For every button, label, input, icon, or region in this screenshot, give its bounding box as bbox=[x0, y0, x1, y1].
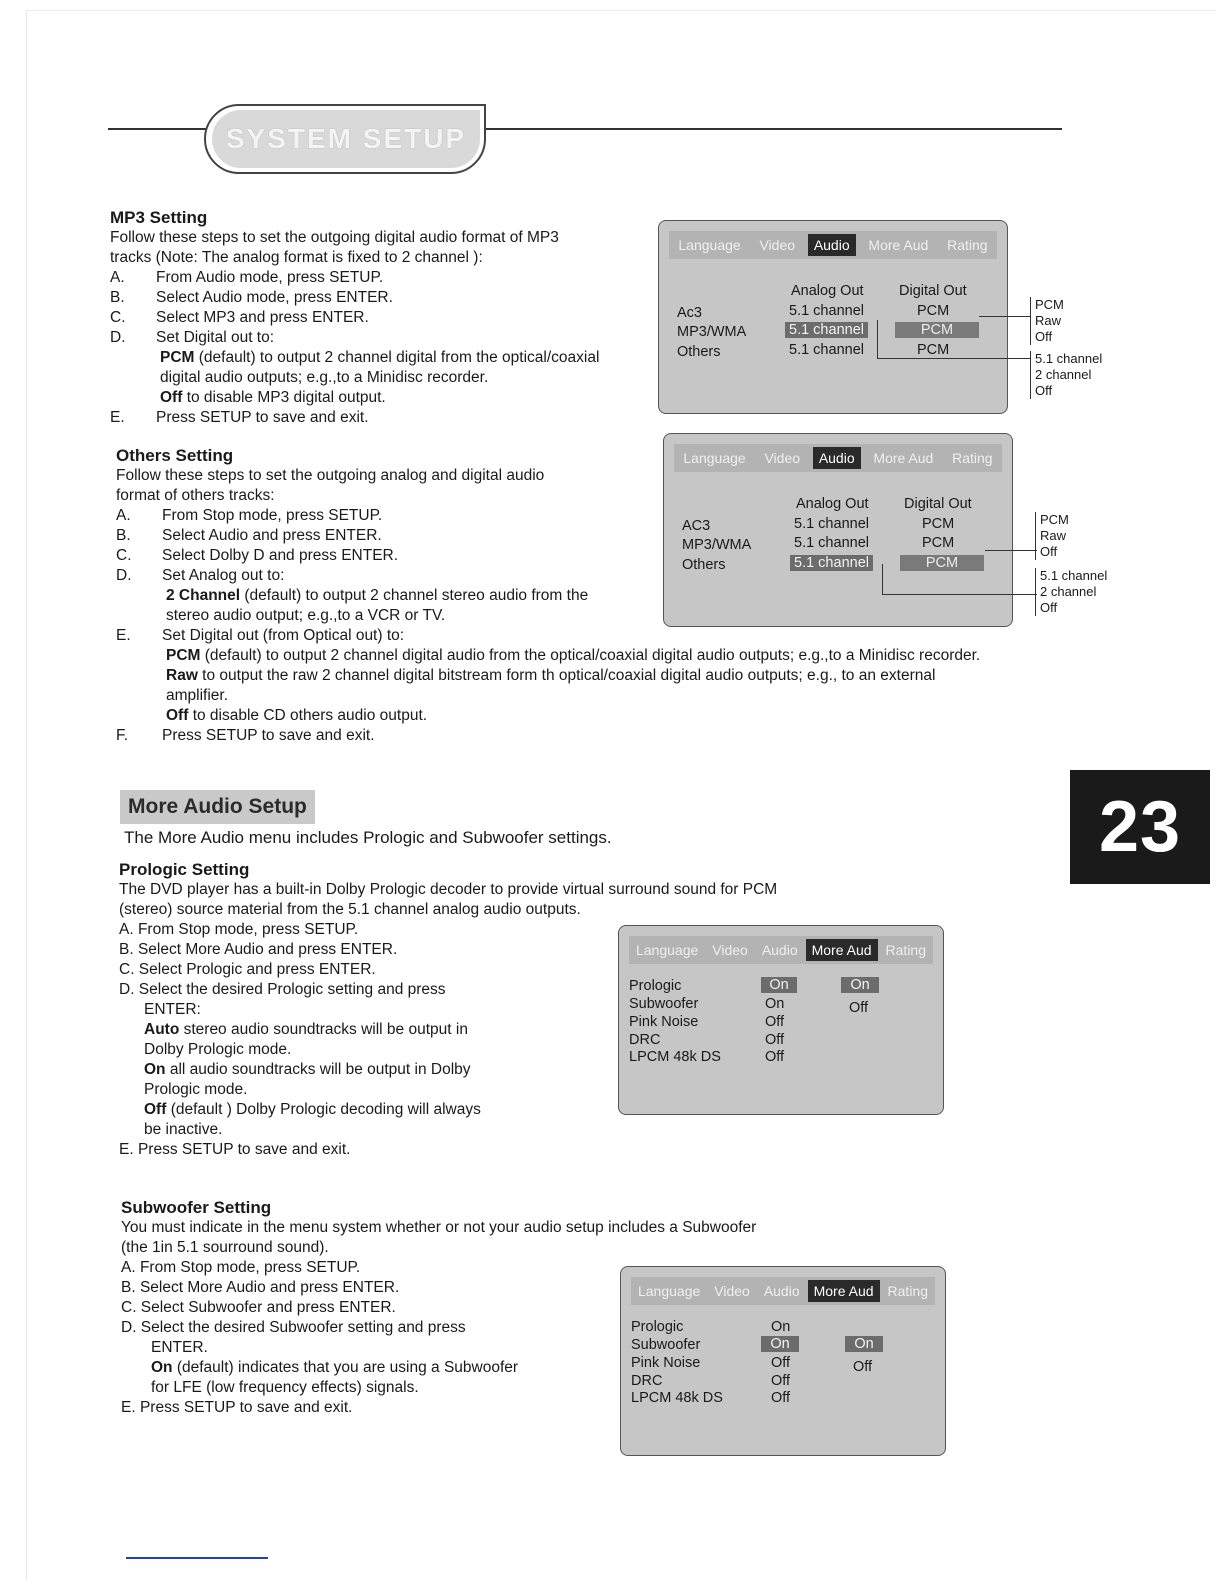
prologic-step-e: E. Press SETUP to save and exit. bbox=[119, 1141, 351, 1158]
osd-tab-bar bbox=[669, 231, 997, 259]
subwoofer-heading: Subwoofer Setting bbox=[121, 1198, 272, 1217]
osd-row-digital-selected: PCM bbox=[895, 322, 979, 338]
page-title: SYSTEM SETUP bbox=[225, 123, 467, 154]
subwoofer-intro-2: (the 1in 5.1 sourround sound). bbox=[121, 1239, 329, 1256]
mp3-pcm-option-cont: digital audio outputs; e.g.,to a Minidisc recorder. bbox=[160, 369, 489, 386]
prologic-enter: ENTER: bbox=[144, 1001, 201, 1018]
others-step-a: A. From Stop mode, press SETUP. bbox=[116, 507, 383, 524]
osd-option-selected: On bbox=[845, 1336, 883, 1352]
mp3-intro-1: Follow these steps to set the outgoing digital audio format of MP3 bbox=[110, 229, 559, 246]
prologic-step-c: C. Select Prologic and press ENTER. bbox=[119, 961, 376, 978]
digital-options-list bbox=[1030, 297, 1064, 345]
footer-rule bbox=[126, 1557, 268, 1559]
prologic-step-b: B. Select More Audio and press ENTER. bbox=[119, 941, 398, 958]
prologic-on-option: On all audio soundtracks will be output in Dolby bbox=[144, 1061, 471, 1078]
more-audio-banner: More Audio Setup bbox=[120, 790, 315, 824]
osd-row-label: Pink Noise bbox=[629, 1014, 699, 1030]
option-5-1-channel: 5.1 channel bbox=[1040, 568, 1108, 583]
osd-row-value: Off bbox=[765, 1049, 785, 1065]
connector-line bbox=[877, 320, 878, 358]
connector-line bbox=[877, 358, 1031, 359]
page-number: 23 bbox=[1098, 787, 1182, 867]
analog-options-list bbox=[1030, 351, 1102, 399]
option-5-1-channel: 5.1 channel bbox=[1035, 351, 1103, 366]
option-raw: Raw bbox=[1040, 528, 1067, 543]
osd-row-label: DRC bbox=[631, 1373, 663, 1389]
osd-row-value: Off bbox=[771, 1390, 791, 1406]
osd-col-digital: Digital Out bbox=[904, 496, 972, 512]
option-2-channel: 2 channel bbox=[1035, 367, 1092, 382]
connector-line bbox=[979, 316, 1031, 317]
mp3-off-option: Off to disable MP3 digital output. bbox=[160, 389, 386, 406]
prologic-step-d: D. Select the desired Prologic setting and press bbox=[119, 981, 446, 998]
others-step-d: D. Set Analog out to: bbox=[116, 567, 285, 584]
osd-option: Off bbox=[849, 1000, 869, 1016]
osd-tab-video: Video bbox=[764, 450, 801, 466]
connector-line bbox=[985, 550, 1037, 551]
osd-tab-audio: Audio bbox=[808, 234, 856, 256]
osd-row-analog: 5.1 channel bbox=[789, 342, 864, 358]
header-rule-left bbox=[108, 128, 208, 130]
osd-row-label: Subwoofer bbox=[631, 1337, 701, 1353]
subwoofer-enter: ENTER. bbox=[151, 1339, 208, 1356]
subwoofer-step-e: E. Press SETUP to save and exit. bbox=[121, 1399, 353, 1416]
prologic-auto-option: Auto stereo audio soundtracks will be output in bbox=[144, 1021, 468, 1038]
others-intro-2: format of others tracks: bbox=[116, 487, 275, 504]
osd-row-digital: PCM bbox=[922, 516, 955, 532]
osd-audio-mp3 bbox=[658, 220, 1008, 414]
subwoofer-step-a: A. From Stop mode, press SETUP. bbox=[121, 1259, 361, 1276]
option-off: Off bbox=[1040, 600, 1058, 615]
osd-row-label: MP3/WMA bbox=[682, 537, 752, 553]
connector-line bbox=[882, 564, 883, 594]
mp3-setting-section bbox=[110, 208, 670, 428]
mp3-step-b: B. Select Audio mode, press ENTER. bbox=[110, 289, 393, 306]
prologic-on-option-cont: Prologic mode. bbox=[144, 1081, 248, 1098]
digital-options-list bbox=[1035, 512, 1069, 560]
osd-tab-bar bbox=[674, 444, 1002, 472]
others-step-c: C. Select Dolby D and press ENTER. bbox=[116, 547, 399, 564]
subwoofer-on-option: On (default) indicates that you are using a Subwoofer bbox=[151, 1359, 519, 1376]
others-step-f: F. Press SETUP to save and exit. bbox=[116, 727, 375, 744]
osd-tab-rating: Rating bbox=[947, 237, 988, 253]
osd-tab-audio: Audio bbox=[813, 447, 861, 469]
others-2ch-option-cont: stereo audio output; e.g.,to a VCR or TV. bbox=[166, 607, 446, 624]
osd-row-digital-selected: PCM bbox=[900, 555, 984, 571]
subwoofer-on-option-cont: for LFE (low frequency effects) signals. bbox=[151, 1379, 419, 1396]
osd-tab-bar bbox=[629, 936, 933, 964]
osd-row-label: LPCM 48k DS bbox=[631, 1390, 723, 1406]
osd-row-value: Off bbox=[765, 1014, 785, 1030]
osd-tab-more-aud: More Aud bbox=[808, 1280, 880, 1302]
option-raw: Raw bbox=[1035, 313, 1062, 328]
others-off-option: Off to disable CD others audio output. bbox=[166, 707, 428, 724]
osd-row-label: Others bbox=[677, 344, 721, 360]
osd-tab-bar bbox=[631, 1277, 935, 1305]
osd-tab-language: Language bbox=[678, 237, 741, 253]
osd-tab-audio: Audio bbox=[761, 942, 798, 958]
page-number-tab bbox=[1070, 770, 1210, 884]
prologic-off-option-cont: be inactive. bbox=[144, 1121, 223, 1138]
osd-row-label: Others bbox=[682, 557, 726, 573]
osd-more-audio-subwoofer bbox=[620, 1266, 946, 1456]
prologic-intro-1: The DVD player has a built-in Dolby Prologic decoder to provide virtual surround sound for PCM bbox=[119, 881, 778, 898]
osd-row-label: LPCM 48k DS bbox=[629, 1049, 721, 1065]
osd-tab-video: Video bbox=[714, 1283, 750, 1299]
option-2-channel: 2 channel bbox=[1040, 584, 1097, 599]
mp3-intro-2: tracks (Note: The analog format is fixed to 2 channel ): bbox=[110, 249, 483, 266]
others-intro-1: Follow these steps to set the outgoing analog and digital audio bbox=[116, 467, 545, 484]
osd-row-value-selected: On bbox=[761, 1336, 799, 1352]
osd-row-value: Off bbox=[765, 1032, 785, 1048]
osd-tab-language: Language bbox=[637, 1283, 701, 1299]
mp3-step-c: C. Select MP3 and press ENTER. bbox=[110, 309, 369, 326]
header-rule-right bbox=[482, 128, 1062, 130]
osd-row-label: AC3 bbox=[682, 518, 711, 534]
mp3-pcm-option: PCM (default) to output 2 channel digital from the optical/coaxial bbox=[160, 349, 600, 366]
subwoofer-step-d: D. Select the desired Subwoofer setting and press bbox=[121, 1319, 466, 1336]
others-pcm-option: PCM (default) to output 2 channel digital audio from the optical/coaxial digital audio outputs; e.g.,to a Minidisc recorder. bbox=[166, 647, 981, 664]
osd-more-audio-prologic bbox=[618, 925, 944, 1115]
osd-row-analog: 5.1 channel bbox=[794, 516, 869, 532]
osd-row-label: Prologic bbox=[631, 1319, 684, 1335]
osd-tab-video: Video bbox=[759, 237, 796, 253]
osd-row-digital: PCM bbox=[917, 342, 950, 358]
osd-tab-video: Video bbox=[712, 942, 748, 958]
osd-row-label: Pink Noise bbox=[631, 1355, 701, 1371]
option-pcm: PCM bbox=[1035, 297, 1064, 312]
others-raw-option-cont: amplifier. bbox=[166, 687, 229, 704]
option-off: Off bbox=[1035, 383, 1053, 398]
others-heading: Others Setting bbox=[116, 446, 234, 465]
subwoofer-step-c: C. Select Subwoofer and press ENTER. bbox=[121, 1299, 396, 1316]
prologic-heading: Prologic Setting bbox=[119, 860, 250, 879]
osd-row-analog: 5.1 channel bbox=[794, 535, 869, 551]
prologic-intro-2: (stereo) source material from the 5.1 channel analog audio outputs. bbox=[119, 901, 581, 918]
osd-tab-rating: Rating bbox=[885, 942, 926, 958]
mp3-step-a: A. From Audio mode, press SETUP. bbox=[110, 269, 384, 286]
osd-row-label: MP3/WMA bbox=[677, 324, 747, 340]
connector-line bbox=[882, 594, 1037, 595]
mp3-step-d: D. Set Digital out to: bbox=[110, 329, 275, 346]
osd-tab-rating: Rating bbox=[887, 1283, 928, 1299]
header-badge bbox=[204, 104, 486, 174]
osd-row-label: DRC bbox=[629, 1032, 661, 1048]
mp3-step-e: E. Press SETUP to save and exit. bbox=[110, 409, 369, 426]
osd-row-value: On bbox=[771, 1319, 791, 1335]
osd-option-selected: On bbox=[841, 977, 879, 993]
subwoofer-step-b: B. Select More Audio and press ENTER. bbox=[121, 1279, 400, 1296]
osd-tab-audio: Audio bbox=[763, 1283, 800, 1299]
osd-col-analog: Analog Out bbox=[796, 496, 869, 512]
osd-option: Off bbox=[853, 1359, 873, 1375]
osd-row-value-selected: On bbox=[761, 977, 797, 993]
subwoofer-intro-1: You must indicate in the menu system whether or not your audio setup includes a Subwoofer bbox=[121, 1219, 757, 1236]
others-2ch-option: 2 Channel (default) to output 2 channel stereo audio from the bbox=[166, 587, 589, 604]
osd-tab-more-aud: More Aud bbox=[873, 450, 934, 466]
osd-row-label: Prologic bbox=[629, 978, 682, 994]
prologic-off-option: Off (default ) Dolby Prologic decoding will always bbox=[144, 1101, 481, 1118]
others-raw-option: Raw to output the raw 2 channel digital bitstream form th optical/coaxial digital audio outputs; e.g., to an external bbox=[166, 667, 936, 684]
osd-tab-more-aud: More Aud bbox=[806, 939, 878, 961]
more-audio-intro: The More Audio menu includes Prologic and Subwoofer settings. bbox=[124, 828, 612, 847]
mp3-heading: MP3 Setting bbox=[110, 208, 208, 227]
osd-col-analog: Analog Out bbox=[791, 283, 864, 299]
option-off: Off bbox=[1040, 544, 1058, 559]
osd-row-value: Off bbox=[771, 1373, 791, 1389]
others-step-b: B. Select Audio and press ENTER. bbox=[116, 527, 382, 544]
others-step-e: E. Set Digital out (from Optical out) to: bbox=[116, 627, 405, 644]
osd-row-digital: PCM bbox=[922, 535, 955, 551]
osd-row-analog-selected: 5.1 channel bbox=[790, 555, 873, 571]
osd-row-label: Subwoofer bbox=[629, 996, 699, 1012]
osd-col-digital: Digital Out bbox=[899, 283, 967, 299]
analog-options-list bbox=[1035, 568, 1107, 616]
osd-audio-others bbox=[663, 433, 1013, 627]
osd-row-label: Ac3 bbox=[677, 305, 702, 321]
prologic-step-a: A. From Stop mode, press SETUP. bbox=[119, 921, 359, 938]
osd-tab-language: Language bbox=[635, 942, 699, 958]
prologic-auto-option-cont: Dolby Prologic mode. bbox=[144, 1041, 292, 1058]
osd-row-value: Off bbox=[771, 1355, 791, 1371]
osd-row-analog: 5.1 channel bbox=[789, 303, 864, 319]
osd-row-value: On bbox=[765, 996, 785, 1012]
osd-tab-language: Language bbox=[683, 450, 746, 466]
osd-row-digital: PCM bbox=[917, 303, 950, 319]
osd-tab-more-aud: More Aud bbox=[868, 237, 929, 253]
option-pcm: PCM bbox=[1040, 512, 1069, 527]
osd-tab-rating: Rating bbox=[952, 450, 993, 466]
option-off: Off bbox=[1035, 329, 1053, 344]
osd-row-analog-selected: 5.1 channel bbox=[785, 322, 868, 338]
